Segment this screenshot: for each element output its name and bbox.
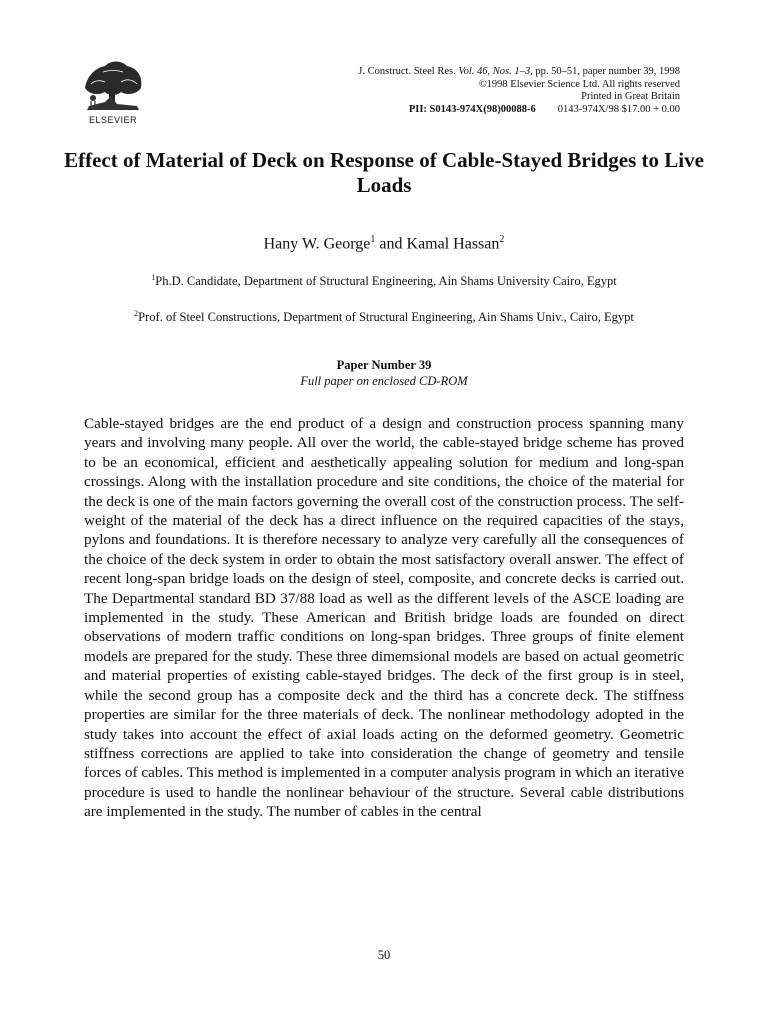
- author-joiner: and: [375, 235, 407, 253]
- pii-code: PII: S0143-974X(98)00088-6: [408, 103, 536, 115]
- publisher-logo: [80, 58, 146, 125]
- journal-volume: Vol. 46,: [458, 66, 491, 77]
- affiliation: [84, 306, 684, 325]
- author-line: [60, 234, 708, 253]
- printed-line: Printed in Great Britain: [581, 91, 680, 102]
- affiliation-mark: 1: [151, 273, 156, 282]
- citation-header: [260, 66, 680, 116]
- citation-line: [260, 66, 680, 79]
- journal-name: J. Construct. Steel Res.: [358, 66, 456, 77]
- affiliation-mark: 2: [134, 309, 139, 318]
- copyright-line: ©1998 Elsevier Science Ltd. All rights reserved: [478, 78, 680, 90]
- affiliation-text: Ph.D. Candidate, Department of Structural Engineering, Ain Shams University Cairo, Egypt: [155, 274, 617, 289]
- author-affiliation-mark: 1: [370, 234, 376, 245]
- journal-issue: Nos. 1–3,: [492, 66, 533, 77]
- paper-title: Effect of Material of Deck on Response of Cable-Stayed Bridges to Live Loads: [64, 148, 704, 197]
- paper-note: Full paper on enclosed CD-ROM: [300, 374, 468, 388]
- journal-pages: pp. 50–51, paper number 39, 1998: [535, 66, 680, 77]
- affiliation: [84, 270, 684, 289]
- pii-line: [260, 104, 680, 117]
- elsevier-tree-logo-icon: [81, 58, 145, 114]
- author-name: Kamal Hassan: [406, 235, 500, 253]
- paper-number-block: [60, 357, 708, 389]
- author-name: Hany W. George: [263, 235, 371, 253]
- abstract-paragraph: Cable-stayed bridges are the end product of a design and construction process spanning many years and involving many people. All over the world, the cable-stayed bridge scheme has proved to be an economical, efficient and aesthetically appealing solution for medium and long-span crossings. Along with the installation procedure and site conditions, the choice of the material for the deck is one of the main factors governing the overall cost of the construction process. The self-weight of the material of the deck has a direct influence on the required capacities of the stays, pylons and foundations. It is therefore necessary to analyze very carefully all the consequences of the choice of the deck system in order to obtain the most satisfactory overall answer. The effect of recent long-span bridge loads on the design of steel, composite, and concrete decks is carried out. The Departmental standard BD 37/88 load as well as the different levels of the ASCE loading are implemented in the study. These American and British bridge loads are founded on direct observations of modern traffic conditions on long-span bridges. Three groups of finite element models are prepared for the study. These three dimemsional models are based on actual geometric and material properties of existing cable-stayed bridges. The deck of the first group is in steel, while the second group has a composite deck and the third has a concrete deck. The stiffness properties are similar for the three materials of deck. The nonlinear methodology adopted in the study takes into account the effect of axial loads acting on the deformed geometry. Geometric stiffness corrections are applied to take into consideration the change of geometry and tensile forces of cables. This method is implemented in a computer analysis program in which an iterative procedure is used to handle the nonlinear behaviour of the structure. Several cable distributions are implemented in the study. The number of cables in the central: [84, 415, 684, 821]
- publisher-name: ELSEVIER: [88, 115, 138, 125]
- page-number: 50: [377, 948, 391, 962]
- affiliation-text: Prof. of Steel Constructions, Department of Structural Engineering, Ain Shams Univ., Cairo, Egypt: [138, 310, 634, 325]
- paper-number: Paper Number 39: [336, 358, 432, 372]
- issn-price: 0143-974X/98 $17.00 + 0.00: [557, 103, 680, 115]
- author-affiliation-mark: 2: [499, 234, 505, 245]
